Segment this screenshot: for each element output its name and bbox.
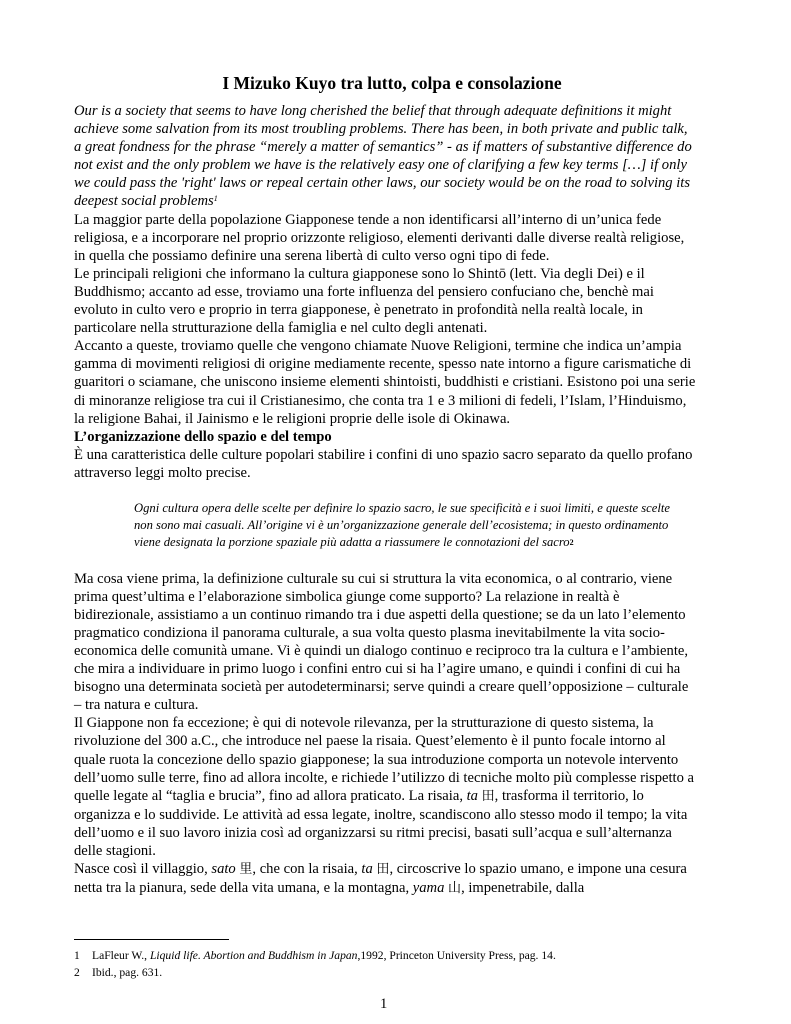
footnote-text: Ibid., pag. 631. xyxy=(92,966,163,979)
term-ta: ta xyxy=(466,787,478,804)
text-span: Nasce così il villaggio, xyxy=(74,861,212,878)
block-quote xyxy=(134,500,674,552)
paragraph-religious-identity: La maggior parte della popolazione Giapponese tende a non identificarsi all’interno di un’unica fede religiosa, e a incorporare nel proprio orizzonte religioso, elementi derivanti dalle diverse realtà religiose, in quella che possiamo definire una serena libertà di culto verso ogni tipo di fede. xyxy=(74,211,685,264)
epigraph-text: Our is a society that seems to have long cherished the belief that through adequate definitions it might achieve some salvation from its most troubling problems. There has been, in both private and public talk, a great fondness for the phrase “merely a matter of semantics” - as if matters of substantive difference do not exist and the only problem we have is the relatively easy one of clarifying a few key terms […] if only we could pass the 'right' laws or repeal certain other laws, our society would be on the road to solving its deepest social problems xyxy=(74,103,692,210)
footnote-book-title: Liquid life. Abortion and Buddhism in Japan xyxy=(149,949,358,962)
term-yama: yama xyxy=(412,880,445,897)
text-span: , trasforma il territorio, lo organizza e lo suddivide. Le attività ad essa legate, inoltre, scandiscono allo stesso modo il tempo; la vita dell’uomo e il suo lavoro inizia così ad organizzarsi su ritmi precisi, basati sull’acqua e sull’alternanza delle stagioni. xyxy=(74,787,688,859)
footnote-1 xyxy=(74,947,714,964)
footnote-ref-1: 1 xyxy=(213,194,218,204)
epigraph xyxy=(74,102,696,211)
footnotes xyxy=(74,947,714,981)
footnote-text: LaFleur W., xyxy=(92,949,150,962)
section-heading: L’organizzazione dello spazio e del tempo xyxy=(74,428,332,445)
footnote-number: 2 xyxy=(74,966,80,979)
kanji-ta: 田 xyxy=(376,862,390,878)
document-title: I Mizuko Kuyo tra lutto, colpa e consolazione xyxy=(222,73,562,93)
paragraph-culture-economy: Ma cosa viene prima, la definizione culturale su cui si struttura la vita economica, o al contrario, viene prima quest’ultima e l’elaborazione simbolica giunge come supporto? La relazione in realtà è bidirezionale, assistiamo a un continuo rimando tra i due aspetti della questione; se da un lato l’elemento pragmatico condiziona il panorama culturale, a sua volta questo plasma inevitabilmente la vita socio-economica delle comunità umane. Vi è quindi un dialogo continuo e reciproco tra la cultura e l’ambiente, che mira a individuare in primo luogo i confini entro cui si ha l’agire umano, e quindi i confini di cui ha bisogno una determinata società per autodeterminarsi; serve quindi a creare quell’opposizione – culturale – tra natura e cultura. xyxy=(74,570,689,714)
term-ta: ta xyxy=(361,861,373,878)
footnote-separator xyxy=(74,939,229,940)
footnote-text: ,1992, Princeton University Press, pag. 14. xyxy=(357,949,556,962)
term-sato: sato xyxy=(211,861,236,878)
quote-text: Ogni cultura opera delle scelte per definire lo spazio sacro, le sue specificità e i suoi limiti, e queste scelte non sono mai casuali. All’origine vi è un’organizzazione generale dell’ecosistema; in questo ordinamento viene designata la porzione spaziale più adatta a riassumere le connotazioni del sacro xyxy=(134,500,670,550)
text-span: Il Giappone non fa eccezione; è qui di notevole rilevanza, per la strutturazione di questo sistema, la rivoluzione del 300 a.C., che introduce nel paese la risaia. Quest’elemento è il punto focale intorno al quale ruota la concezione dello spazio giapponese; la sua introduzione comporta un notevole intervento dell’uomo sulle terre, fino ad allora incolte, e richiede l’utilizzo di tecniche molto più complesse rispetto a quelle legate al “taglia e brucia”, fino ad allora praticato. La risaia, xyxy=(74,715,695,804)
footnote-number: 1 xyxy=(74,949,80,962)
paragraph-village xyxy=(74,860,696,898)
kanji-ta: 田 xyxy=(481,788,495,804)
paragraph-main-religions: Le principali religioni che informano la cultura giapponese sono lo Shintō (lett. Via degli Dei) e il Buddhismo; accanto ad esse, troviamo una forte influenza del pensiero confuciano che, benchè mai evoluto in culto vero e proprio in terra giapponese, è penetrato in profondità nella realtà locale, in particolare nella strutturazione della famiglia e nel culto degli antenati. xyxy=(74,265,654,337)
footnote-ref-2: 2 xyxy=(569,538,574,548)
footnote-2 xyxy=(74,964,714,981)
text-span: , impenetrabile, dalla xyxy=(461,880,585,897)
kanji-yama: 山 xyxy=(448,881,462,897)
paragraph-new-religions: Accanto a queste, troviamo quelle che vengono chiamate Nuove Religioni, termine che indica un’ampia gamma di movimenti religiosi di origine mediamente recente, spesso nate intorno a figure carismatiche di guaritori o sciamane, che uniscono insieme elementi shintoisti, buddhisti e cristiani. Esistono poi una serie di minoranze religiose tra cui il Cristianesimo, che conta tra 1 e 3 milioni di fedeli, l’Islam, l’Hinduismo, la religione Bahai, il Jainismo e le religioni proprie delle isole di Okinawa. xyxy=(74,338,696,427)
page-number: 1 xyxy=(380,996,388,1012)
text-span: , che con la risaia, xyxy=(252,861,362,878)
document-page xyxy=(74,72,696,898)
paragraph-rice-field xyxy=(74,714,696,860)
text-span: , circoscrive lo spazio umano, e impone una cesura netta tra la pianura, sede della vita umana, e la montagna, xyxy=(74,861,687,897)
kanji-sato: 里 xyxy=(239,862,253,878)
section-intro: È una caratteristica delle culture popolari stabilire i confini di uno spazio sacro separato da quello profano attraverso leggi molto precise. xyxy=(74,446,693,481)
